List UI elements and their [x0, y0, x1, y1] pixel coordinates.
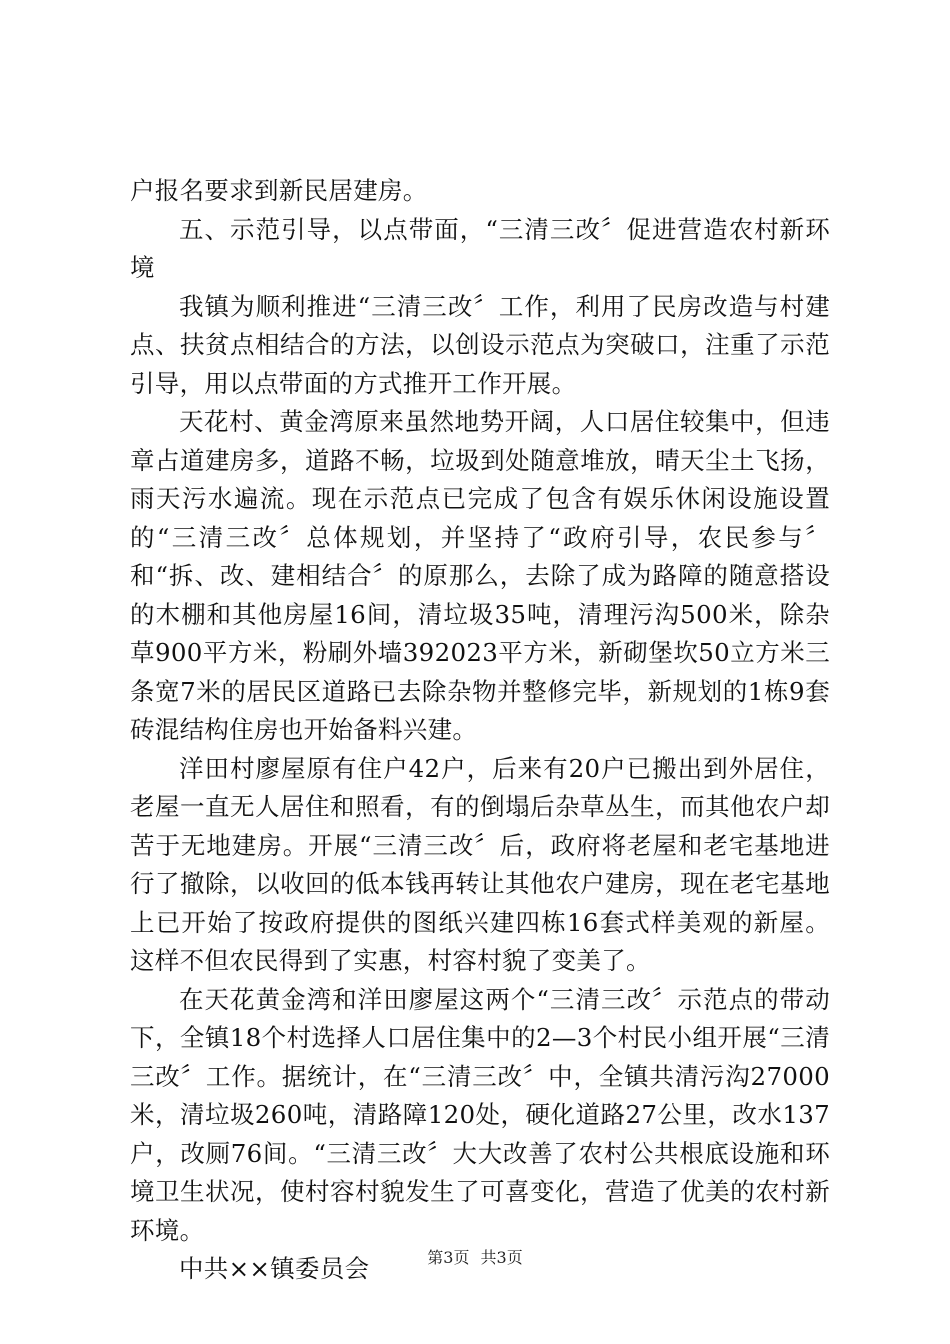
page-footer: [0, 1245, 950, 1268]
page-total: 共3页: [480, 1248, 523, 1267]
page-number: 第3页: [427, 1248, 470, 1267]
paragraph-continuation: 户报名要求到新民居建房。: [130, 176, 428, 205]
paragraph: 在天花黄金湾和洋田廖屋这两个“三清三改〞示范点的带动下，全镇18个村选择人口居住集中的2—3个村民小组开展“三清三改〞工作。据统计，在“三清三改〞中，全镇共清污沟27000米，清垃圾260吨，清路障120处，硬化道路27公里，改水137户，改厕76间。“三清三改〞大大改善了农村公共根底设施和环境卫生状况，使村容村貌发生了可喜变化，营造了优美的农村新环境。: [130, 984, 830, 1245]
paragraph: 我镇为顺利推进“三清三改〞工作，利用了民房改造与村建点、扶贫点相结合的方法，以创设示范点为突破口，注重了示范引导，用以点带面的方式推开工作开展。: [130, 291, 830, 398]
signature: 中共××镇委员会: [179, 1254, 370, 1283]
paragraph: 洋田村廖屋原有住户42户，后来有20户已搬出到外居住，老屋一直无人居住和照看，有的倒塌后杂草丛生，而其他农户却苦于无地建房。开展“三清三改〞后，政府将老屋和老宅基地进行了撤除，以收回的低本钱再转让其他农户建房，现在老宅基地上已开始了按政府提供的图纸兴建四栋16套式样美观的新屋。这样不但农民得到了实惠，村容村貌了变美了。: [130, 753, 830, 975]
paragraph: 天花村、黄金湾原来虽然地势开阔，人口居住较集中，但违章占道建房多，道路不畅，垃圾到处随意堆放，晴天尘土飞扬，雨天污水遍流。现在示范点已完成了包含有娱乐休闲设施设置的“三清三改〞总体规划，并坚持了“政府引导，农民参与〞和“拆、改、建相结合〞的原那么，去除了成为路障的随意搭设的木棚和其他房屋16间，清垃圾35吨，清理污沟500米，除杂草900平方米，粉刷外墙392023平方米，新砌堡坎50立方米三条宽7米的居民区道路已去除杂物并整修完毕，新规划的1栋9套砖混结构住房也开始备料兴建。: [130, 407, 831, 744]
document-body: [130, 172, 830, 1289]
section-heading: 五、示范引导，以点带面，“三清三改〞促进营造农村新环境: [130, 214, 830, 282]
